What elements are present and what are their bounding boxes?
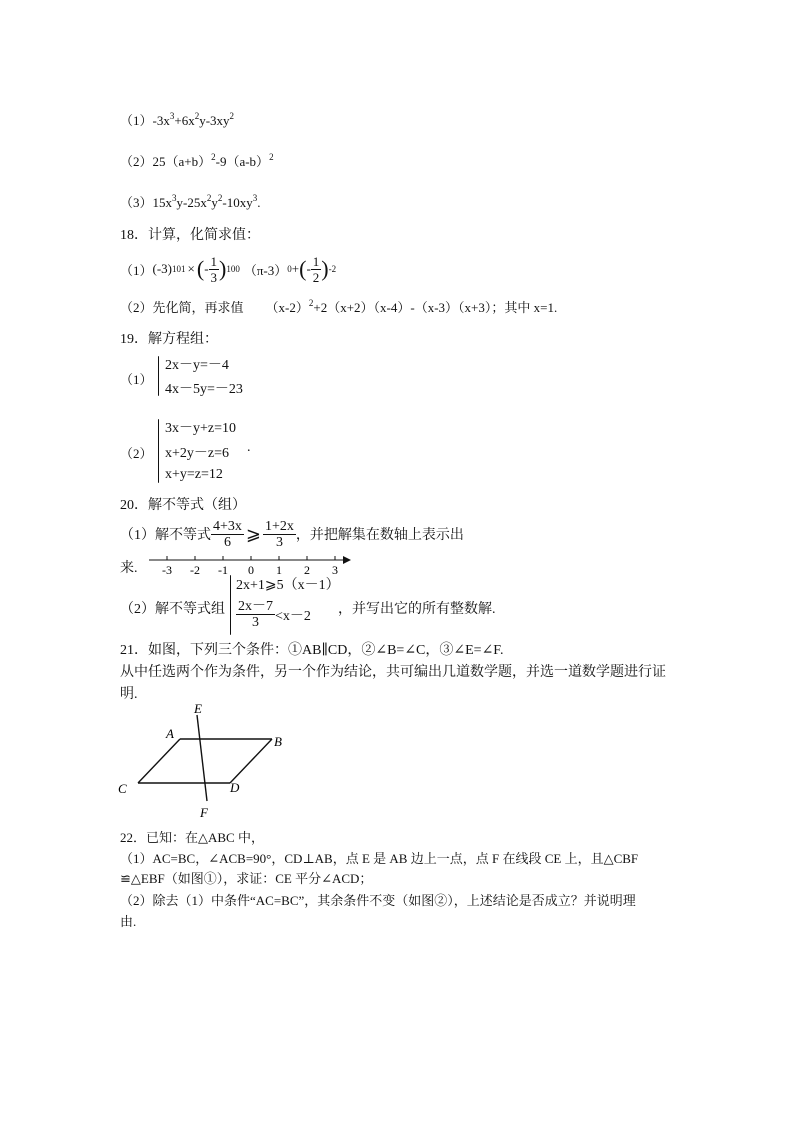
number-line-tick-label: -1: [218, 563, 228, 577]
q21-line2: 从中任选两个作为条件，另一个作为结论，共可编出几道数学题，并选一道数学题进行证: [120, 665, 666, 680]
q19-part2-eq2: x+2y－z=6: [165, 446, 230, 461]
q22-line3: ≌△EBF（如图①），求证：CE 平分∠ACD；: [120, 871, 373, 886]
q22-line5: 由.: [120, 914, 137, 929]
q17-part3: $(3)15x^3y-25x^2y^2-10xy^3$.: [120, 193, 261, 210]
label-a: A: [166, 726, 174, 741]
label-f: F: [200, 805, 208, 820]
number-line-tick-label: 0: [248, 563, 254, 577]
label-d: D: [230, 780, 240, 795]
number-line-tick-label: -3: [162, 563, 172, 577]
q19-part2-eq3: x+y=z=12: [165, 467, 223, 482]
q20-part2-tail: ，并写出它的所有整数解.: [338, 602, 496, 617]
q20-part2-ineq2: $\frac{2x-7}{3}$ <x－2: [238, 599, 311, 630]
q22-line4: （2）除去（1）中条件“AC=BC”，其余条件不变（如图②），上述结论是否成立？并说明理: [120, 893, 636, 908]
segment-ac: [138, 739, 180, 783]
q22-line1: 22．已知：在△ABC 中，: [120, 830, 264, 845]
fraction-4-3x-over-6: $\frac{4+3x}{6}$: [213, 518, 242, 550]
q20-part2-label: （2）解不等式组: [120, 602, 225, 617]
number-line-tick-label: 2: [304, 563, 310, 577]
segment-ef: [197, 715, 207, 801]
number-line-tick-label: 3: [332, 563, 338, 577]
label-b: B: [274, 734, 282, 749]
q19-part2-eq1: 3x－y+z=10: [165, 421, 237, 436]
q19-part1-brace: [158, 356, 159, 396]
fraction-one-third: $\frac{1}{3}$: [210, 253, 218, 285]
q20-part2-brace: [230, 575, 231, 635]
q19-part2-label: （2）: [120, 446, 153, 461]
q21-line1: 21．如图，下列三个条件：①AB∥CD，②∠B=∠C，③∠E=∠F.: [120, 643, 504, 658]
q17-part2: $(2)25(a+b)^2-9(a-b)^2$: [120, 152, 274, 169]
label-c: C: [118, 781, 127, 796]
q17-part1: $(1)-3x^3+6x^2y-3xy^2$: [120, 111, 235, 128]
q20-part1: （1）解不等式 $\frac{4+3x}{6}$ ⩾ $\frac{1+2x}{3}$ ，并把解集在数轴上表示出: [120, 518, 464, 550]
q20-part1-cont: 来.: [120, 561, 138, 576]
q20-title: 20．解不等式（组）: [120, 498, 246, 513]
label-e: E: [194, 701, 202, 716]
q20-part2-ineq1: 2x+1⩾5（x－1）: [236, 578, 340, 593]
q21-line3: 明.: [120, 687, 138, 702]
q18-part1: （1） (-3) 101 × ( - $\frac{1}{3}$ ) 100 （π-3） 0 + ( - $\frac{1}{2}$ ) -2: [120, 253, 337, 285]
q19-title: 19．解方程组：: [120, 332, 218, 347]
segment-bd: [230, 739, 272, 783]
q18-part2: （2）先化简，再求值 $(x-2)^2+2(x+2)(x-4)-(x-3)(x+3)$；其中 x=1.: [120, 298, 558, 316]
number-line-tick-label: 1: [276, 563, 282, 577]
q19-part2-brace: [158, 419, 159, 483]
q21-figure: [110, 700, 300, 825]
q22-line2: （1）AC=BC，∠ACB=90°，CD⊥AB，点 E 是 AB 边上一点，点 F 在线段 CE 上，且△CBF: [120, 851, 639, 866]
q18-title: 18．计算，化简求值：: [120, 228, 260, 243]
q19-part1-label: （1）: [120, 372, 153, 387]
number-line-tick-label: -2: [190, 563, 200, 577]
q19-part1-eq1: 2x－y=－4: [165, 358, 229, 373]
q19-part1-eq2: 4x－5y=－23: [165, 382, 243, 397]
number-line-arrow: [343, 556, 351, 564]
fraction-one-half: $\frac{1}{2}$: [312, 253, 320, 285]
fraction-1-2x-over-3: $\frac{1+2x}{3}$: [265, 518, 294, 550]
